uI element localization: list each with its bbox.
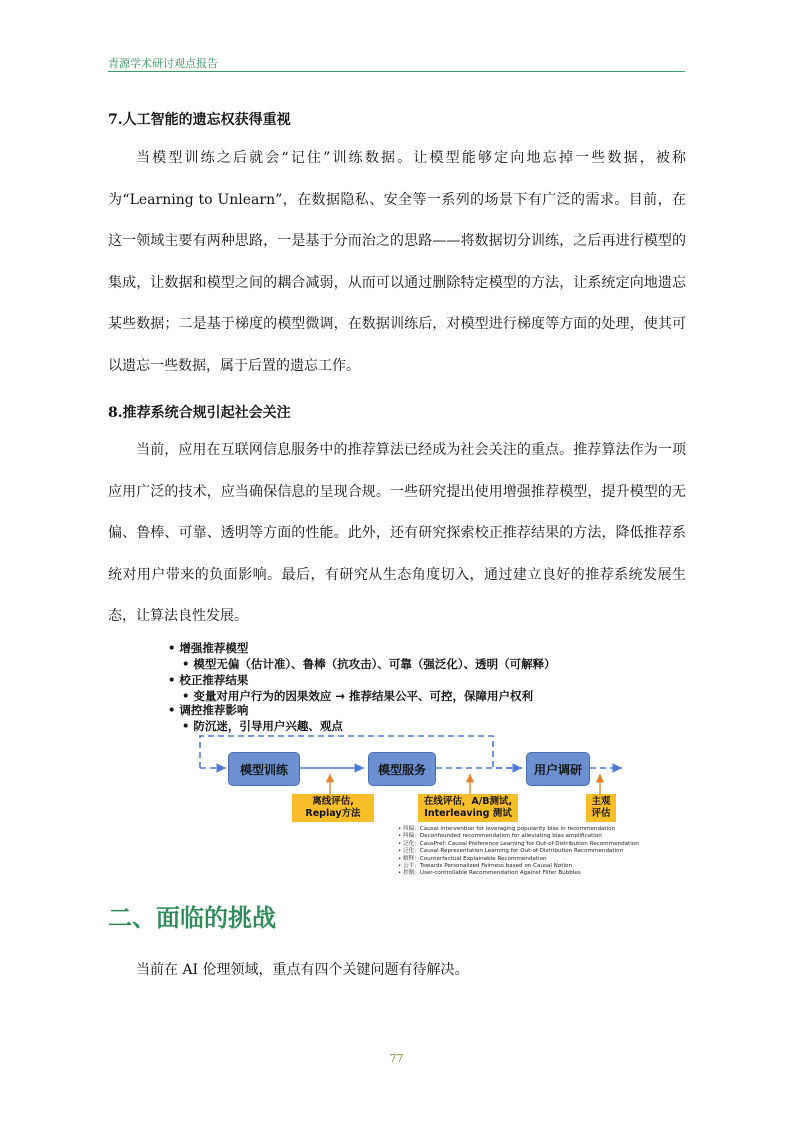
chapter-2-heading: 二、面临的挑战 <box>108 903 276 932</box>
offline-eval-box <box>292 794 374 822</box>
model-training-box: 模型训练 <box>228 752 300 786</box>
reference-item: • 公平：Towards Personalized Fairness based on Causal Notion <box>398 863 572 870</box>
reference-list <box>398 826 639 878</box>
model-serving-box: 模型服务 <box>368 752 436 786</box>
page-number: 77 <box>389 1052 404 1065</box>
online-eval-line2: Interleaving 测试 <box>424 808 512 819</box>
bullet-enhance-detail: • 模型无偏（估计准）、鲁棒（抗攻击）、可靠（强泛化）、透明（可解释） <box>182 657 556 671</box>
reference-item: • 泛化：CausPref: Causal Preference Learning for Out-of-Distribution Recommendation <box>398 840 639 847</box>
bullet-correct: • 校正推荐结果 <box>168 673 249 687</box>
bullet-correct-detail: • 变量对用户行为的因果效应 → 推荐结果公平、可控，保障用户权利 <box>182 689 533 703</box>
section-7-paragraph: 当模型训练之后就会“记住”训练数据。让模型能够定向地忘掉一些数据，被称为“Learning to Unlearn”，在数据隐私、安全等一系列的场景下有广泛的需求。目前，在这一领域主要有两种思路，一是基于分而治之的思路——将数据切分训练，之后再进行模型的集成，让数据和模型之间的耦合减弱，从而可以通过删除特定模型的方法，让系统定向地遗忘某些数据；二是基于梯度的模型微调，在数据训练后，对模型进行梯度等方面的处理，使其可以遗忘一些数据，属于后置的遗忘工作。 <box>108 150 686 374</box>
offline-eval-line1: 离线评估, <box>312 796 354 807</box>
reference-item: • 纠偏：Deconfounded recommendation for alleviating bias amplification <box>398 833 602 840</box>
reference-item: • 解释：Counterfactual Explainable Recommendation <box>398 855 547 862</box>
recommender-figure <box>160 636 658 886</box>
running-header: 青源学术研讨观点报告 <box>108 57 218 70</box>
subjective-eval-line2: 评估 <box>591 808 611 819</box>
bullet-regulate-detail: • 防沉迷，引导用户兴趣、观点 <box>182 719 343 733</box>
header-divider <box>108 71 685 72</box>
section-8-paragraph: 当前，应用在互联网信息服务中的推荐算法已经成为社会关注的重点。推荐算法作为一项应用广泛的技术，应当确保信息的呈现合规。一些研究提出使用增强推荐模型，提升模型的无偏、鲁棒、可靠、透明等方面的性能。此外，还有研究探索校正推荐结果的方法，降低推荐系统对用户带来的负面影响。最后，有研究从生态角度切入，通过建立良好的推荐系统发展生态，让算法良性发展。 <box>108 442 686 624</box>
offline-eval-line2: Replay方法 <box>305 808 361 819</box>
bullet-regulate: • 调控推荐影响 <box>168 703 249 717</box>
bullet-enhance: • 增强推荐模型 <box>168 641 249 655</box>
chapter-2-intro: 当前在 AI 伦理领域，重点有四个关键问题有待解决。 <box>136 962 469 978</box>
subjective-eval-box <box>586 794 616 822</box>
reference-item: • 纠偏：Causal intervention for leveraging popularity bias in recommendation <box>398 826 616 832</box>
reference-item: • 泛化：Causal Representation Learning for Out-of-Distribution Recommendation <box>398 848 624 855</box>
subjective-eval-line1: 主观 <box>591 796 611 807</box>
online-eval-line1: 在线评估，A/B测试, <box>423 796 513 807</box>
user-survey-box: 用户调研 <box>526 752 590 786</box>
section-7-heading: 7.人工智能的遗忘权获得重视 <box>108 112 291 128</box>
reference-item: • 控制：User-controllable Recommendation Against Filter Bubbles <box>398 870 581 877</box>
section-8-heading: 8.推荐系统合规引起社会关注 <box>108 405 291 421</box>
online-eval-box <box>418 794 518 822</box>
